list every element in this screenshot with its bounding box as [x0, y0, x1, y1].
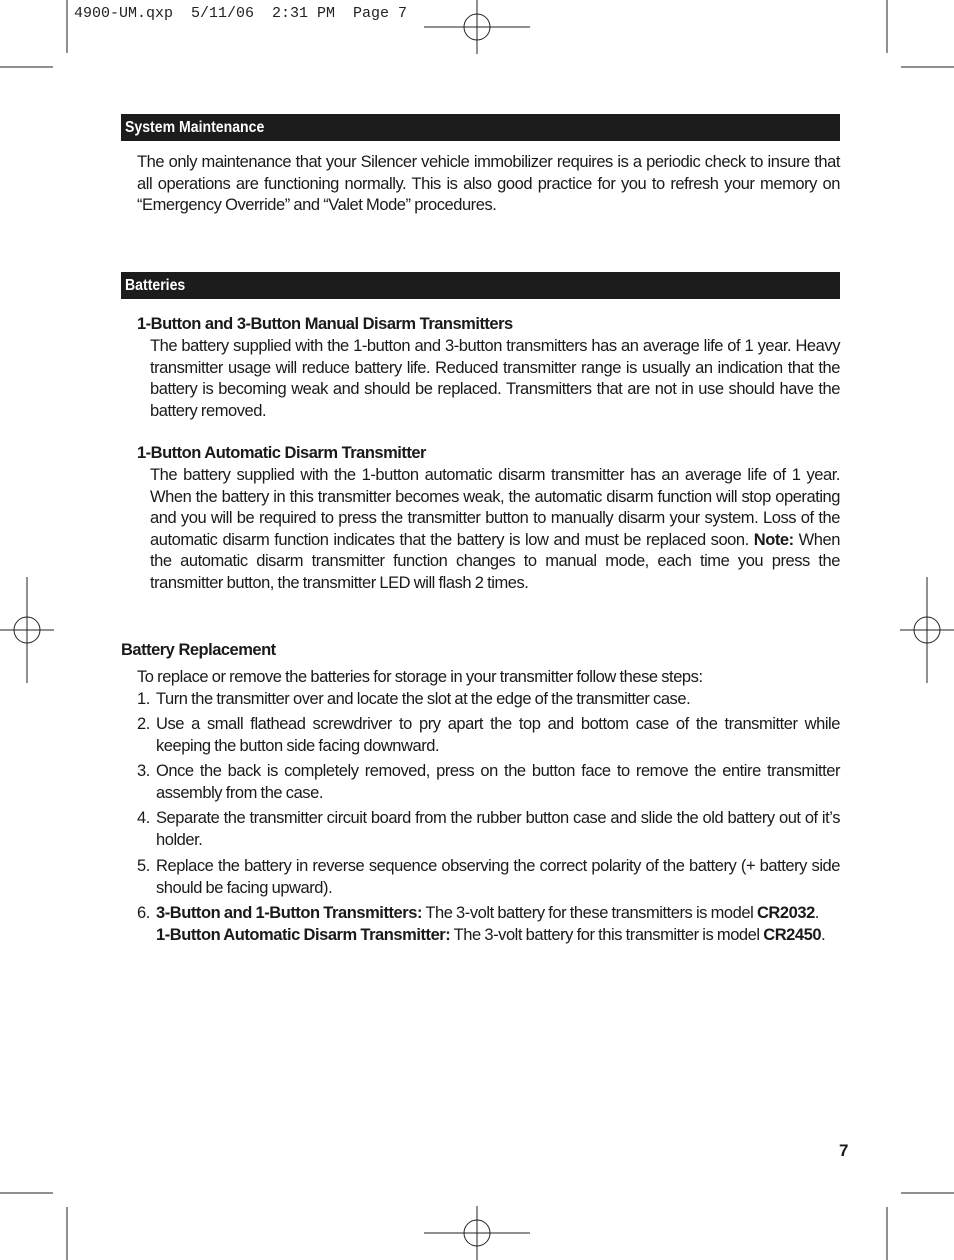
- battery-text-1: The 3-volt battery for these transmitters is model: [422, 904, 757, 922]
- automatic-disarm-title: 1-Button Automatic Disarm Transmitter: [137, 444, 426, 462]
- step-number: 1.: [137, 690, 150, 708]
- battery-replacement-title: Battery Replacement: [121, 641, 276, 659]
- step-number: 2.: [137, 715, 150, 733]
- battery-text-2: The 3-volt battery for this transmitter is model: [450, 925, 764, 944]
- step6-line1: [156, 903, 840, 925]
- page-number: 7: [839, 1141, 849, 1160]
- step6-line2: [156, 925, 840, 947]
- battery-label-2: 1-Button Automatic Disarm Transmitter:: [156, 925, 451, 944]
- replacement-step-6: [137, 903, 840, 946]
- battery-end-2: .: [821, 925, 826, 944]
- battery-label-1: 3-Button and 1-Button Transmitters:: [156, 904, 422, 922]
- step-text: [137, 903, 840, 946]
- battery-end-1: .: [814, 904, 819, 922]
- replacement-intro: To replace or remove the batteries for storage in your transmitter follow these steps:: [137, 668, 703, 686]
- step-text: Replace the battery in reverse sequence observing the correct polarity of the battery (+ battery side should be facing upward).: [156, 857, 840, 897]
- replacement-step: [137, 689, 840, 711]
- replacement-step: [137, 808, 840, 851]
- step-text: Separate the transmitter circuit board from the rubber button case and slide the old battery out of it’s holder.: [156, 809, 840, 849]
- step-text: Turn the transmitter over and locate the slot at the edge of the transmitter case.: [156, 690, 691, 708]
- step-number: 5.: [137, 857, 150, 875]
- battery-model-2: CR2450: [763, 925, 822, 944]
- step-number: 6.: [137, 904, 150, 922]
- section-heading-batteries: Batteries: [121, 272, 840, 299]
- manual-disarm-text: The battery supplied with the 1-button and 3-button transmitters has an average life of 1 year. Heavy transmitter usage will reduce battery life. Reduced transmitter range is usually an indication that the battery is becoming weak and should be replaced. Transmitters that are not in use should have the battery removed.: [150, 337, 840, 420]
- manual-disarm-title: 1-Button and 3-Button Manual Disarm Transmitters: [137, 315, 513, 333]
- step-text: Once the back is completely removed, press on the button face to remove the entire transmitter assembly from the case.: [156, 762, 840, 802]
- step-number: 3.: [137, 762, 150, 780]
- note-label: Note:: [753, 530, 794, 549]
- section-heading-maintenance: System Maintenance: [121, 114, 840, 141]
- maintenance-text: The only maintenance that your Silencer vehicle immobilizer requires is a periodic check to insure that all operations are functioning normally. This is also good practice for you to refresh your memory on “Emergency Override” and “Valet Mode” procedures.: [137, 153, 840, 214]
- step-number: 4.: [137, 809, 150, 827]
- replacement-step: [137, 856, 840, 899]
- print-slug: 4900-UM.qxp 5/11/06 2:31 PM Page 7: [74, 5, 408, 22]
- automatic-disarm-text: [150, 465, 840, 594]
- replacement-step: [137, 714, 840, 757]
- battery-model-1: CR2032: [756, 904, 815, 922]
- note-text: When the automatic disarm transmitter function changes to manual mode, each time you press the transmitter button, the transmitter LED will flash 2 times.: [150, 530, 840, 592]
- replacement-step: [137, 761, 840, 804]
- automatic-disarm-body: The battery supplied with the 1-button automatic disarm transmitter has an average life of 1 year. When the battery in this transmitter becomes weak, the automatic disarm function will stop operating and you will be required to press the transmitter button to manually disarm your system. Loss of the automatic disarm function indicates that the battery is low and must be replaced soon.: [150, 466, 840, 549]
- step-text: Use a small flathead screwdriver to pry apart the top and bottom case of the transmitter while keeping the button side facing downward.: [156, 715, 840, 755]
